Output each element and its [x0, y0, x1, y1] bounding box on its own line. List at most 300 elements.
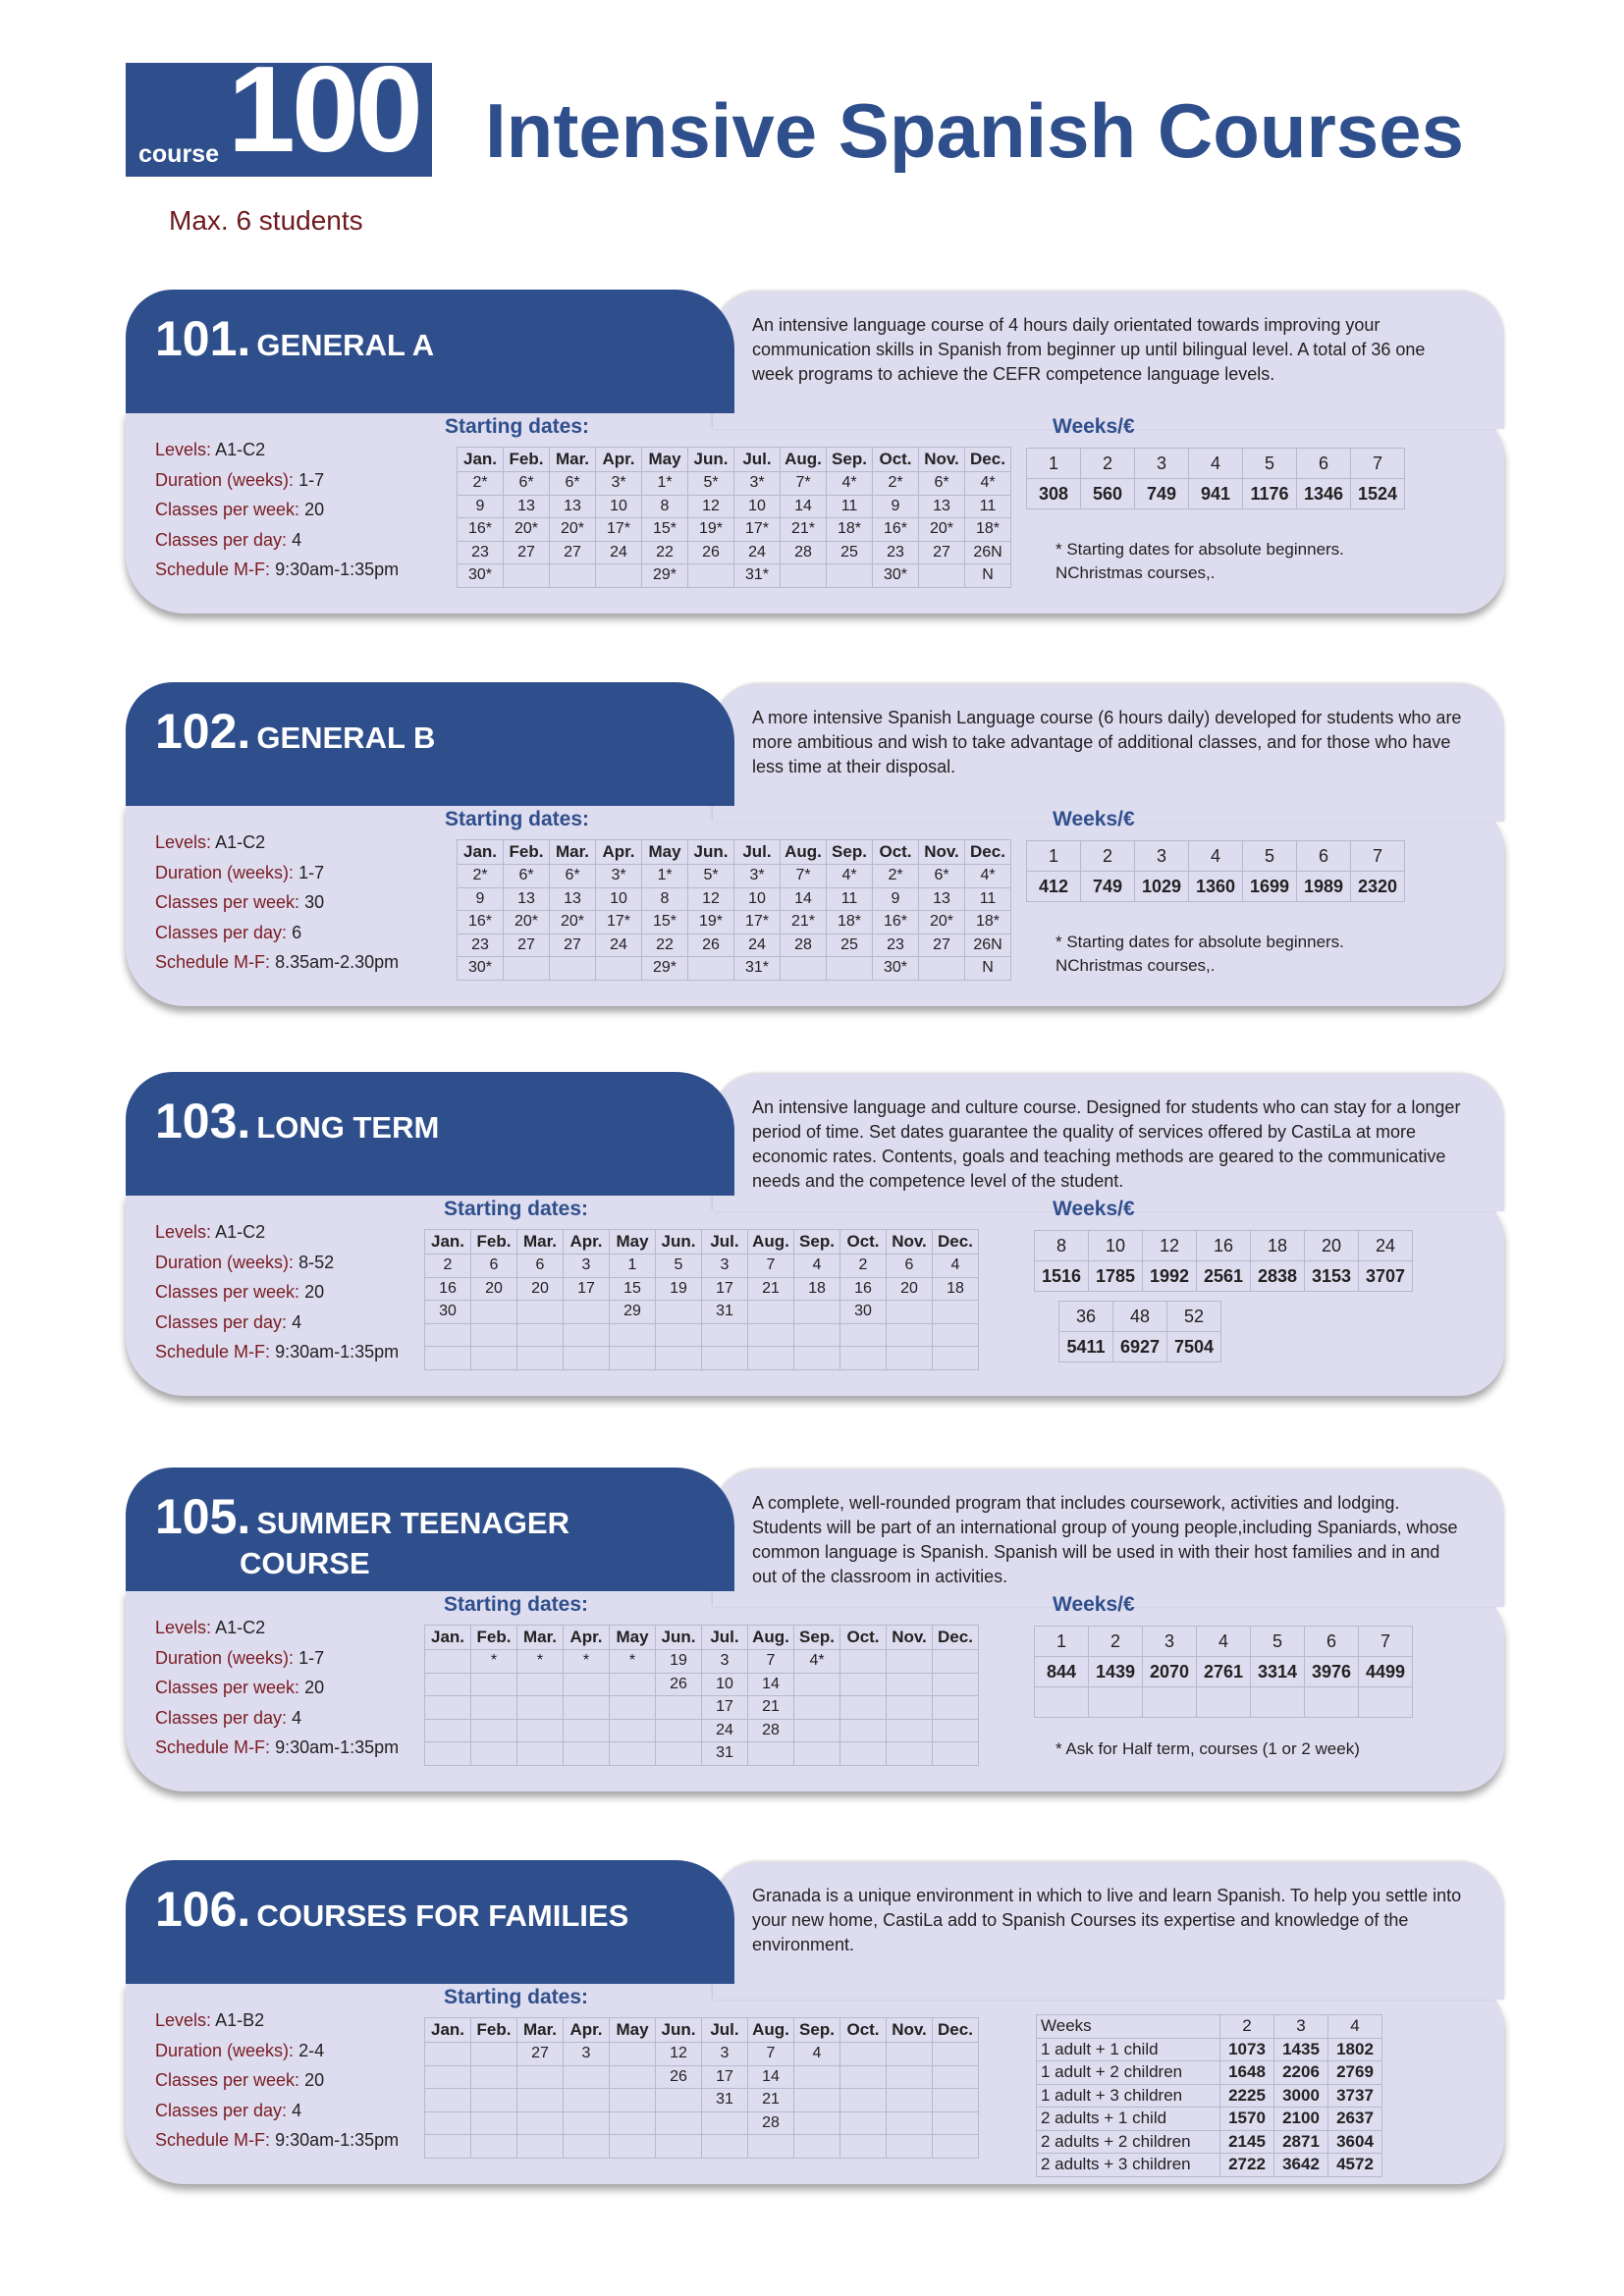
price-cell: 1360 [1189, 872, 1243, 902]
date-cell: 9 [873, 495, 919, 518]
section-title [155, 1491, 569, 1542]
price-cell: 1989 [1297, 872, 1351, 902]
weeks-cell: 3 [1135, 841, 1189, 872]
date-cell: 18 [933, 1277, 979, 1301]
date-cell: 26 [656, 2065, 702, 2089]
course-name: LONG TERM [256, 1110, 440, 1145]
date-cell [517, 1323, 564, 1347]
section-title-tab [126, 290, 734, 413]
info-row [155, 555, 399, 585]
date-cell: 30* [873, 564, 919, 588]
date-cell [933, 1650, 979, 1674]
date-cell: 24 [702, 1719, 748, 1742]
date-cell [794, 1696, 840, 1720]
date-cell [794, 1323, 840, 1347]
family-row [1037, 2061, 1382, 2085]
info-row [155, 1733, 399, 1763]
course-name: GENERAL A [256, 328, 435, 362]
info-row [155, 2096, 399, 2126]
date-row [425, 2065, 979, 2089]
month-header: Jul. [702, 1626, 748, 1650]
date-cell [564, 1696, 610, 1720]
date-cell: 13 [919, 887, 965, 911]
date-cell [656, 1301, 702, 1324]
description-box [713, 1862, 1504, 2000]
month-header: Feb. [504, 448, 550, 472]
date-row [458, 518, 1011, 542]
info-value: 8.35am-2.30pm [275, 952, 400, 973]
info-row [155, 918, 399, 948]
date-cell: 24 [596, 934, 642, 957]
date-row [425, 1696, 979, 1720]
date-cell: 20* [550, 911, 596, 934]
info-row [155, 435, 399, 465]
date-cell: 14 [748, 1673, 794, 1696]
month-header: Aug. [781, 448, 827, 472]
date-row [458, 887, 1011, 911]
weeks-cell: 36 [1059, 1302, 1113, 1332]
date-cell: 20 [517, 1277, 564, 1301]
info-row [155, 1337, 399, 1367]
date-cell: 31* [734, 957, 781, 981]
price-cell: 3976 [1305, 1657, 1359, 1687]
date-cell: 26 [656, 1673, 702, 1696]
date-cell [564, 1347, 610, 1370]
date-cell: 3* [596, 865, 642, 888]
info-row [155, 2065, 399, 2096]
date-cell: 10 [596, 495, 642, 518]
info-row [155, 465, 399, 496]
blank-cell [1359, 1687, 1413, 1718]
info-value: 4 [292, 2100, 302, 2120]
date-cell: 25 [827, 541, 873, 564]
family-row [1037, 2038, 1382, 2061]
month-header: May [610, 1230, 656, 1255]
family-header-row [1037, 2015, 1382, 2039]
date-cell: 27 [504, 541, 550, 564]
course-section-106 [126, 1860, 1504, 2196]
date-cell: 19 [656, 1277, 702, 1301]
date-cell [794, 1673, 840, 1696]
blank-cell [1089, 1687, 1143, 1718]
date-cell: 22 [642, 934, 688, 957]
price-cell: 2561 [1197, 1261, 1251, 1292]
weeks-cell: 1 [1027, 841, 1081, 872]
date-cell [702, 2135, 748, 2159]
section-title-tab [126, 682, 734, 806]
month-header-row [425, 1230, 979, 1255]
date-cell: 19* [688, 911, 734, 934]
month-header: Jan. [458, 840, 504, 865]
date-cell [933, 2089, 979, 2112]
info-row [155, 1673, 399, 1703]
price-cell: 2320 [1351, 872, 1405, 902]
weeks-cell: 4 [1189, 449, 1243, 479]
month-header: Jan. [458, 448, 504, 472]
date-cell: 27 [550, 541, 596, 564]
info-label: Classes per week: [155, 2070, 300, 2091]
course-number: 103. [155, 1094, 251, 1148]
price-cell: 1176 [1243, 479, 1297, 509]
weeks-cell: 8 [1035, 1231, 1089, 1261]
info-label: Schedule M-F: [155, 1342, 271, 1362]
weeks-row [1027, 449, 1405, 479]
date-cell [517, 2065, 564, 2089]
date-cell [748, 1347, 794, 1370]
info-value: 20 [304, 1282, 325, 1303]
course-info [155, 1613, 399, 1763]
month-header: Nov. [919, 448, 965, 472]
month-header: Feb. [471, 1230, 517, 1255]
date-cell [887, 1347, 933, 1370]
price-cell: 7504 [1167, 1332, 1221, 1362]
month-header: Nov. [887, 1626, 933, 1650]
date-cell: 16* [458, 911, 504, 934]
date-cell [656, 1696, 702, 1720]
weeks-price-label: Weeks/€ [1053, 1593, 1135, 1616]
date-cell: 20 [471, 1277, 517, 1301]
date-cell [610, 1673, 656, 1696]
date-cell: 2 [840, 1255, 887, 1278]
date-cell [748, 1301, 794, 1324]
price-cell: 941 [1189, 479, 1243, 509]
date-cell [425, 1323, 471, 1347]
date-cell: 28 [781, 541, 827, 564]
date-cell [564, 2089, 610, 2112]
month-header: Jul. [734, 840, 781, 865]
info-value: 8-52 [298, 1252, 335, 1272]
date-cell: 6 [887, 1255, 933, 1278]
month-header-row [458, 840, 1011, 865]
date-cell: 6* [550, 865, 596, 888]
date-cell: 2* [873, 472, 919, 496]
date-row [425, 2135, 979, 2159]
starting-dates-label: Starting dates: [444, 1986, 589, 2008]
date-cell: 28 [748, 1719, 794, 1742]
section-title [155, 706, 435, 757]
date-cell [887, 1742, 933, 1766]
date-cell [471, 1673, 517, 1696]
weeks-cell: 6 [1297, 841, 1351, 872]
course-section-103 [126, 1072, 1504, 1408]
month-header: Jul. [702, 2018, 748, 2043]
date-cell: 11 [827, 495, 873, 518]
price-cell: 1029 [1135, 872, 1189, 902]
info-label: Levels: [155, 1222, 212, 1242]
date-cell: 20* [504, 911, 550, 934]
weeks-row [1059, 1302, 1221, 1332]
month-header: Sep. [827, 840, 873, 865]
family-row [1037, 2130, 1382, 2154]
info-row [155, 2125, 399, 2156]
date-cell [887, 1719, 933, 1742]
date-cell: 26N [965, 934, 1011, 957]
date-cell [933, 2065, 979, 2089]
date-cell [840, 1696, 887, 1720]
date-cell: 10 [734, 495, 781, 518]
date-cell [564, 1742, 610, 1766]
date-cell [564, 1323, 610, 1347]
date-row [458, 957, 1011, 981]
date-cell: 18 [794, 1277, 840, 1301]
date-row [425, 1301, 979, 1324]
family-cell: 1 adult + 3 children [1037, 2084, 1220, 2108]
date-cell: 17 [702, 1277, 748, 1301]
course-description: An intensive language and culture course. Designed for students who can stay for a longer period of time. Set dates guarantee the quality of services offered by CastiLa at more economic rates. Contents, goals and teaching methods are geared to the communicative needs and the competence level of the student. [752, 1097, 1461, 1191]
date-cell [564, 2065, 610, 2089]
date-cell: 21* [781, 518, 827, 542]
month-header: Apr. [564, 2018, 610, 2043]
family-cell: 1435 [1274, 2038, 1328, 2061]
date-cell: 19 [656, 1650, 702, 1674]
date-cell: 16* [873, 911, 919, 934]
date-cell [933, 1347, 979, 1370]
family-row [1037, 2084, 1382, 2108]
month-header: Jun. [688, 448, 734, 472]
date-cell: 20* [504, 518, 550, 542]
family-cell: 2145 [1220, 2130, 1274, 2154]
date-cell: 4 [933, 1255, 979, 1278]
info-label: Schedule M-F: [155, 2130, 271, 2151]
family-row [1037, 2108, 1382, 2131]
price-cell: 844 [1035, 1657, 1089, 1687]
family-cell: 4572 [1328, 2154, 1382, 2177]
date-cell [425, 1719, 471, 1742]
month-header: Dec. [965, 448, 1011, 472]
date-cell [840, 1323, 887, 1347]
info-value: 2-4 [298, 2040, 325, 2060]
price-cell: 308 [1027, 479, 1081, 509]
month-header: Jun. [656, 1230, 702, 1255]
info-value: A1-C2 [215, 440, 266, 459]
date-cell [471, 1696, 517, 1720]
weeks-row [1035, 1231, 1413, 1261]
date-cell [425, 1650, 471, 1674]
date-cell [610, 1742, 656, 1766]
date-cell [933, 2135, 979, 2159]
date-cell: 27 [919, 934, 965, 957]
starting-dates-table [457, 447, 1011, 588]
course-section-105 [126, 1468, 1504, 1803]
date-cell [702, 1347, 748, 1370]
date-cell [610, 1696, 656, 1720]
date-cell: 17* [734, 911, 781, 934]
date-cell [425, 2135, 471, 2159]
date-cell [425, 1347, 471, 1370]
info-value: 6 [292, 922, 302, 942]
course-number: 102. [155, 704, 251, 759]
course-name: SUMMER TEENAGER [256, 1506, 569, 1540]
date-cell: 6* [919, 472, 965, 496]
price-cell: 2838 [1251, 1261, 1305, 1292]
footnotes [1056, 1737, 1360, 1761]
date-cell: 28 [781, 934, 827, 957]
date-cell [564, 1673, 610, 1696]
date-cell [471, 1347, 517, 1370]
footnote: * Starting dates for absolute beginners. [1056, 540, 1344, 559]
date-row [425, 1650, 979, 1674]
date-cell [425, 1673, 471, 1696]
date-cell [610, 2043, 656, 2066]
price-row [1059, 1332, 1221, 1362]
date-cell: 3* [596, 472, 642, 496]
course-description: An intensive language course of 4 hours daily orientated towards improving your communication skills in Spanish from beginner up until bilingual level. A total of 36 one week programs to achieve the CEFR competence language levels. [752, 315, 1426, 384]
date-cell [827, 957, 873, 981]
family-header-cell: 4 [1328, 2015, 1382, 2039]
date-cell [610, 2065, 656, 2089]
date-cell: 8 [642, 495, 688, 518]
family-cell: 2 adults + 2 children [1037, 2130, 1220, 2154]
month-header: Aug. [781, 840, 827, 865]
date-cell: 30* [458, 957, 504, 981]
date-cell [564, 1719, 610, 1742]
info-value: 4 [292, 529, 302, 550]
date-cell [471, 1719, 517, 1742]
family-price-table [1036, 2014, 1382, 2177]
date-cell: 1 [610, 1255, 656, 1278]
course-section-101 [126, 290, 1504, 625]
date-cell: 7* [781, 472, 827, 496]
badge-number: 100 [228, 42, 419, 178]
starting-dates-label: Starting dates: [445, 415, 590, 438]
date-cell [887, 2111, 933, 2135]
date-cell: 11 [827, 887, 873, 911]
family-header-cell: Weeks [1037, 2015, 1220, 2039]
month-header: Mar. [517, 1626, 564, 1650]
weeks-cell: 2 [1081, 841, 1135, 872]
date-row [425, 1742, 979, 1766]
date-cell: 24 [596, 541, 642, 564]
month-header: Apr. [564, 1626, 610, 1650]
date-cell: 4* [794, 1650, 840, 1674]
family-cell: 2225 [1220, 2084, 1274, 2108]
month-header: Oct. [840, 2018, 887, 2043]
date-cell: 12 [688, 887, 734, 911]
date-cell [610, 1347, 656, 1370]
course-description: A more intensive Spanish Language course (6 hours daily) developed for students who are more ambitious and wish to take advantage of additional classes, and for those who have less time at their disposal. [752, 708, 1462, 776]
date-cell: 6* [504, 472, 550, 496]
date-cell [656, 1347, 702, 1370]
date-cell: 13 [504, 887, 550, 911]
month-header: Apr. [596, 448, 642, 472]
date-cell: 20* [919, 518, 965, 542]
info-row [155, 1613, 399, 1643]
family-header-cell: 3 [1274, 2015, 1328, 2039]
info-row [155, 828, 399, 858]
month-header-row [458, 448, 1011, 472]
date-cell: 20 [887, 1277, 933, 1301]
date-row [425, 1323, 979, 1347]
date-cell: N [965, 957, 1011, 981]
date-row [425, 1255, 979, 1278]
month-header: Feb. [471, 2018, 517, 2043]
date-cell [596, 957, 642, 981]
weeks-cell: 1 [1027, 449, 1081, 479]
price-cell: 2761 [1197, 1657, 1251, 1687]
info-value: 9:30am-1:35pm [275, 560, 400, 580]
weeks-cell: 5 [1243, 449, 1297, 479]
info-value: 1-7 [298, 1647, 325, 1668]
date-cell: 25 [827, 934, 873, 957]
info-label: Duration (weeks): [155, 469, 295, 490]
date-cell [471, 1742, 517, 1766]
month-header: Jun. [688, 840, 734, 865]
course-info [155, 2005, 399, 2156]
month-header: Mar. [550, 840, 596, 865]
info-label: Classes per week: [155, 500, 300, 520]
price-cell: 1524 [1351, 479, 1405, 509]
date-cell [840, 2065, 887, 2089]
date-cell: 9 [458, 887, 504, 911]
date-cell: 30* [873, 957, 919, 981]
starting-dates-label: Starting dates: [444, 1593, 589, 1616]
date-cell: 16* [873, 518, 919, 542]
date-cell: 6* [504, 865, 550, 888]
date-row [425, 1719, 979, 1742]
course-description: Granada is a unique environment in which to live and learn Spanish. To help you settle into your new home, CastiLa add to Spanish Courses its expertise and knowledge of the environment. [752, 1886, 1462, 1954]
date-cell: * [471, 1650, 517, 1674]
date-cell [702, 1323, 748, 1347]
date-cell [517, 1673, 564, 1696]
date-cell: 11 [965, 887, 1011, 911]
date-cell: 1* [642, 472, 688, 496]
price-cell: 3153 [1305, 1261, 1359, 1292]
date-row [425, 1347, 979, 1370]
month-header: Sep. [794, 1626, 840, 1650]
price-cell: 3707 [1359, 1261, 1413, 1292]
footnote: NChristmas courses,. [1056, 956, 1216, 975]
info-value: 20 [304, 500, 325, 520]
date-cell: 3 [564, 1255, 610, 1278]
date-cell: 21 [748, 2089, 794, 2112]
family-cell: 1 adult + 2 children [1037, 2061, 1220, 2085]
date-cell: 17* [596, 911, 642, 934]
description-box [713, 292, 1504, 429]
family-cell: 3737 [1328, 2084, 1382, 2108]
info-row [155, 1217, 399, 1248]
date-cell [517, 1347, 564, 1370]
max-students: Max. 6 students [169, 205, 363, 236]
info-row [155, 1248, 399, 1278]
family-cell: 2100 [1274, 2108, 1328, 2131]
info-value: 1-7 [298, 862, 325, 882]
date-cell: 2 [425, 1255, 471, 1278]
date-row [458, 495, 1011, 518]
info-row [155, 1277, 399, 1308]
date-cell [702, 2111, 748, 2135]
month-header: Jul. [702, 1230, 748, 1255]
info-value: A1-C2 [215, 832, 266, 852]
month-header: Mar. [517, 1230, 564, 1255]
family-cell: 2206 [1274, 2061, 1328, 2085]
course-info [155, 435, 399, 585]
description-box [713, 1469, 1504, 1607]
date-cell [748, 1742, 794, 1766]
info-label: Classes per day: [155, 529, 288, 550]
date-cell: 31 [702, 2089, 748, 2112]
weeks-cell: 3 [1143, 1627, 1197, 1657]
info-value: A1-C2 [215, 1222, 266, 1242]
badge-word: course [138, 140, 219, 168]
info-row [155, 2036, 399, 2066]
date-cell [794, 1347, 840, 1370]
date-cell: 23 [873, 934, 919, 957]
weeks-cell: 2 [1081, 449, 1135, 479]
info-value: 4 [292, 1707, 302, 1728]
date-cell: 4 [794, 1255, 840, 1278]
date-cell: 31 [702, 1301, 748, 1324]
date-cell [471, 1301, 517, 1324]
